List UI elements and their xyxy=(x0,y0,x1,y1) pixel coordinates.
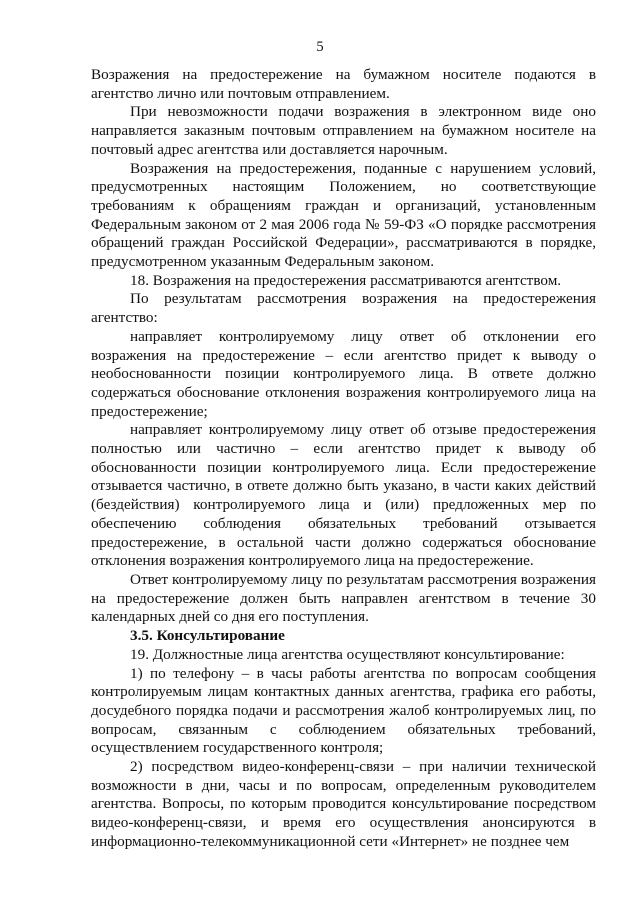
paragraph-rejection-response: направляет контролируемому лицу ответ об отклонении его возражения на предостережение – если агентство придет к выводу о необоснованности позиции контролируемого лица. В ответе должно содержаться обоснование отклонения возражения контролируемого лица на предостережение; xyxy=(91,327,596,420)
paragraph-clause-19: 19. Должностные лица агентства осуществляют консультирование: xyxy=(130,645,565,663)
paragraph-clause-18: 18. Возражения на предостережения рассматриваются агентством. xyxy=(130,271,562,289)
section-heading: 3.5. Консультирование xyxy=(130,627,285,645)
paragraph-objection-violations: Возражения на предостережения, поданные с нарушением условий, предусмотренных настоящим Положением, но соответствующие требованиям к обращениям граждан и организаций, установленным Федеральным законом от 2 мая 2006 года № 59-ФЗ «О порядке рассмотрения обращений граждан Российской Федерации», рассматриваются в порядке, предусмотренном указанным Федеральным законом. xyxy=(91,159,596,271)
paragraph-review-results: По результатам рассмотрения возражения на предостережения агентство: xyxy=(91,290,596,327)
paragraph-objection-mail: При невозможности подачи возражения в электронном виде оно направляется заказным почтовым отправлением на бумажном носителе на почтовый адрес агентства или доставляется нарочным. xyxy=(91,103,596,158)
paragraph-withdrawal-response: направляет контролируемому лицу ответ об отзыве предостережения полностью или частично – если агентство придет к выводу об обоснованности позиции контролируемого лица. Если предостережение отзывается частично, в ответе должно быть указано, в части каких действий (бездействия) контролируемого лица и (или) предложенных мер по обеспечению соблюдения обязательных требований отзывается предостережение, в остальной части должно содержаться обоснование отклонения возражения контролируемого лица на предостережение. xyxy=(91,421,596,570)
paragraph-video-consultation: 2) посредством видео-конференц-связи – при наличии технической возможности в дни, часы и по вопросам, определенным руководителем агентства. Вопросы, по которым проводится консультирование посредством видео-конференц-связи, и время его осуществления анонсируются в информационно-телекоммуникационной сети «Интернет» не позднее чем xyxy=(91,758,596,850)
page-number: 5 xyxy=(316,39,324,55)
document-body xyxy=(91,66,596,852)
paragraph-objection-paper: Возражения на предостережение на бумажном носителе подаются в агентство лично или почтовым отправлением. xyxy=(91,66,596,102)
paragraph-response-deadline: Ответ контролируемому лицу по результатам рассмотрения возражения на предостережение должен быть направлен агентством в течение 30 календарных дней со дня его поступления. xyxy=(91,570,596,626)
paragraph-phone-consultation: 1) по телефону – в часы работы агентства по вопросам сообщения контролируемым лицам контактных данных агентства, графика его работы, досудебного порядка подачи и рассмотрения жалоб контролируемых лиц, по вопросам, связанным с соблюдением обязательных требований, осуществлением государственного контроля; xyxy=(91,664,596,757)
